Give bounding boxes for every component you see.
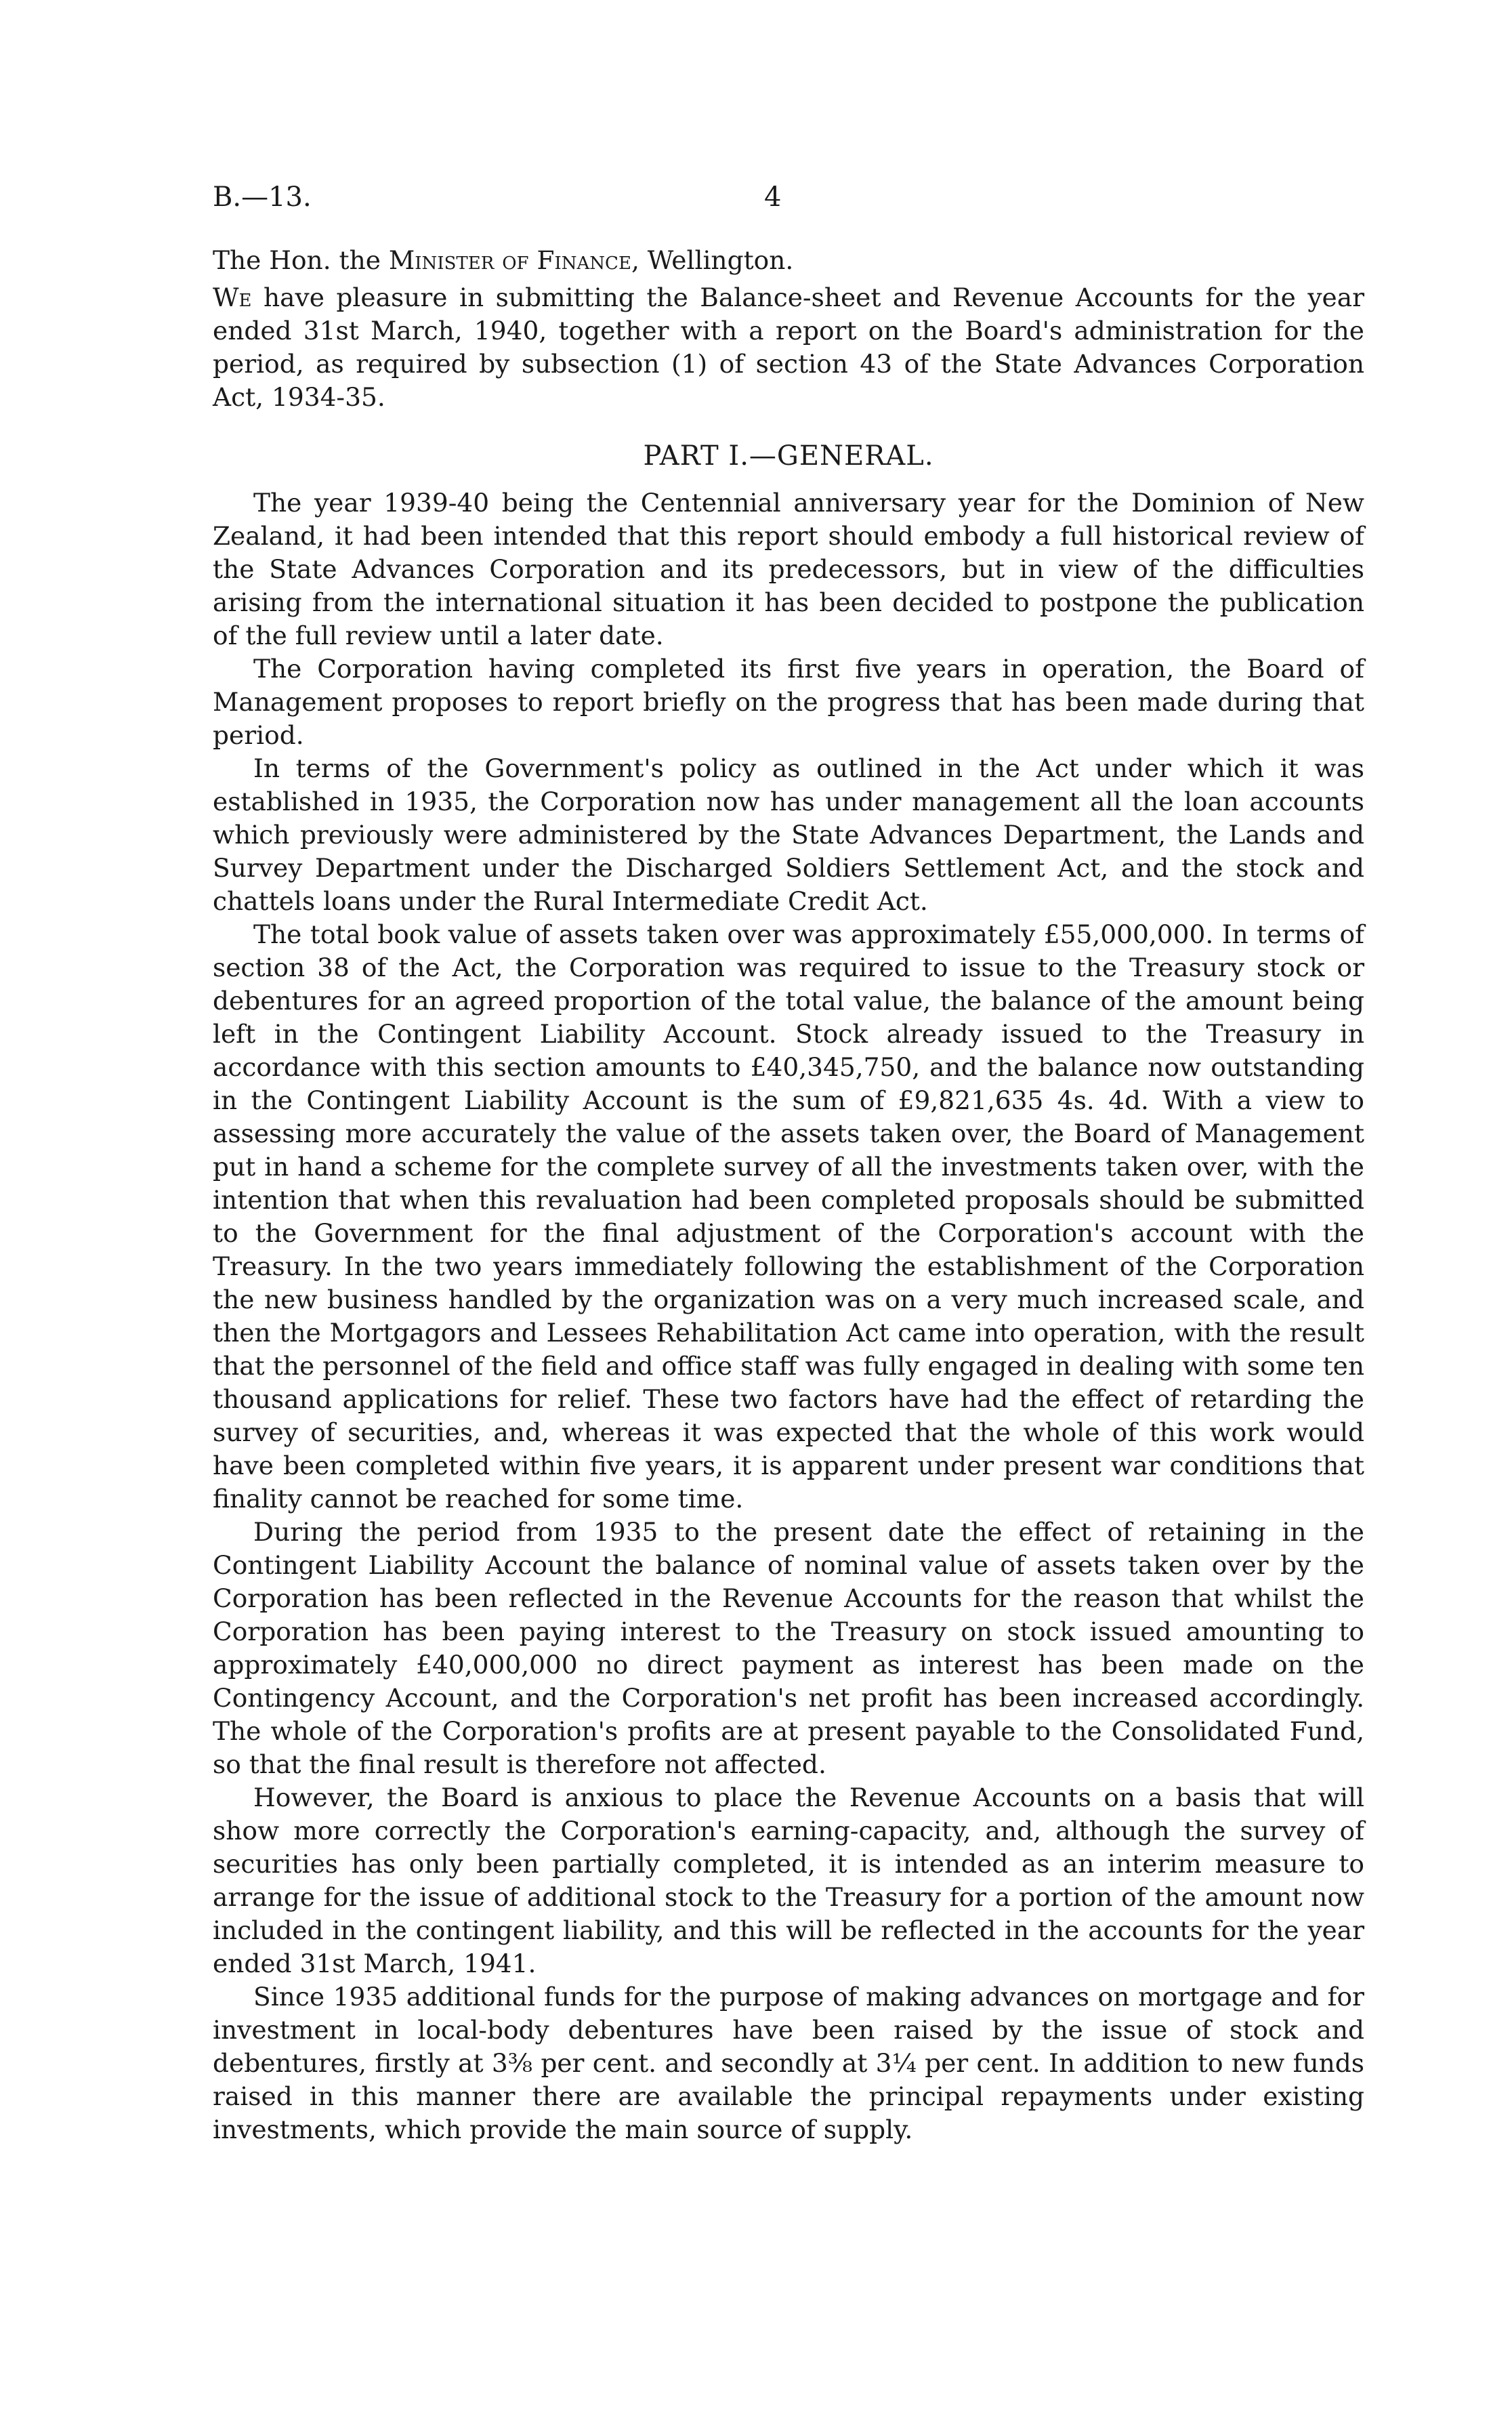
paragraph-government-policy: In terms of the Government's policy as outlined in the Act under which it was established in 1935, the Corporation now has under management all the loan accounts which previously were administered by the State Advances Department, the Lands and Survey Department under the Discharged Soldiers Settlement Act, and the stock and chattels loans under the Rural Intermediate Credit Act. <box>213 753 1364 916</box>
intro-first-word: We <box>213 283 252 312</box>
document-reference: B.—13. <box>213 182 312 213</box>
page-number: 4 <box>764 182 782 213</box>
addressee-title: Minister of Finance <box>388 245 631 275</box>
report-body <box>213 244 1364 2146</box>
addressee-suffix: , Wellington. <box>631 245 794 275</box>
paragraph-revenue-accounts: However, the Board is anxious to place the Revenue Accounts on a basis that will show more correctly the Corporation's earning-capacity, and, although the survey of securities has only been partially completed, it is intended as an interim measure to arrange for the issue of additional stock to the Treasury for a portion of the amount now included in the contingent liability, and this will be reflected in the accounts for the year ended 31st March, 1941. <box>213 1783 1364 1978</box>
paragraph-additional-funds: Since 1935 additional funds for the purpose of making advances on mortgage and for investment in local-body debentures have been raised by the issue of stock and debentures, firstly at 3⅜ per cent. and secondly at 3¼ per cent. In addition to new funds raised in this manner there are available the principal repayments under existing investments, which provide the main source of supply. <box>213 1982 1364 2144</box>
page-header <box>213 182 1364 222</box>
paragraph-centennial: The year 1939-40 being the Centennial anniversary year for the Dominion of New Zealand, it had been intended that this report should embody a full historical review of the State Advances Corporation and its predecessors, but in view of the difficulties arising from the international situation it has been decided to postpone the publication of the full review until a later date. <box>213 488 1364 650</box>
paragraph-five-years: The Corporation having completed its first five years in operation, the Board of Management proposes to report briefly on the progress that has been made during that period. <box>213 654 1364 750</box>
addressee-prefix: The Hon. the <box>213 245 389 275</box>
addressee-line <box>213 244 1364 277</box>
section-heading: PART I.—GENERAL. <box>643 440 934 472</box>
intro-paragraph <box>213 281 1364 414</box>
paragraph-contingent-liability: During the period from 1935 to the present date the effect of retaining in the Contingent Liability Account the balance of nominal value of assets taken over by the Corporation has been reflected in the Revenue Accounts for the reason that whilst the Corporation has been paying interest to the Treasury on stock issued amounting to approximately £40,000,000 no direct payment as interest has been made on the Contingency Account, and the Corporation's net profit has been increased accordingly. The whole of the Corporation's profits are at present payable to the Consolidated Fund, so that the final result is therefore not affected. <box>213 1517 1364 1779</box>
intro-text: have pleasure in submitting the Balance-sheet and Revenue Accounts for the year ended 31st March, 1940, together with a report on the Board's administration for the period, as required by subsection (1) of section 43 of the State Advances Corporation Act, 1934-35. <box>213 283 1364 412</box>
paragraph-book-value: The total book value of assets taken over was approximately £55,000,000. In terms of section 38 of the Act, the Corporation was required to issue to the Treasury stock or debentures for an agreed proportion of the total value, the balance of the amount being left in the Contingent Liability Account. Stock already issued to the Treasury in accordance with this section amounts to £40,345,750, and the balance now outstanding in the Contingent Liability Account is the sum of £9,821,635 4s. 4d. With a view to assessing more accurately the value of the assets taken over, the Board of Management put in hand a scheme for the complete survey of all the investments taken over, with the intention that when this revaluation had been completed proposals should be submitted to the Government for the final adjustment of the Corporation's account with the Treasury. In the two years immediately following the establishment of the Corporation the new business handled by the organization was on a very much increased scale, and then the Mortgagors and Lessees Rehabilitation Act came into operation, with the result that the personnel of the field and office staff was fully engaged in dealing with some ten thousand applications for relief. These two factors have had the effect of retarding the survey of securities, and, whereas it was expected that the whole of this work would have been completed within five years, it is apparent under present war conditions that finality cannot be reached for some time. <box>213 919 1364 1514</box>
